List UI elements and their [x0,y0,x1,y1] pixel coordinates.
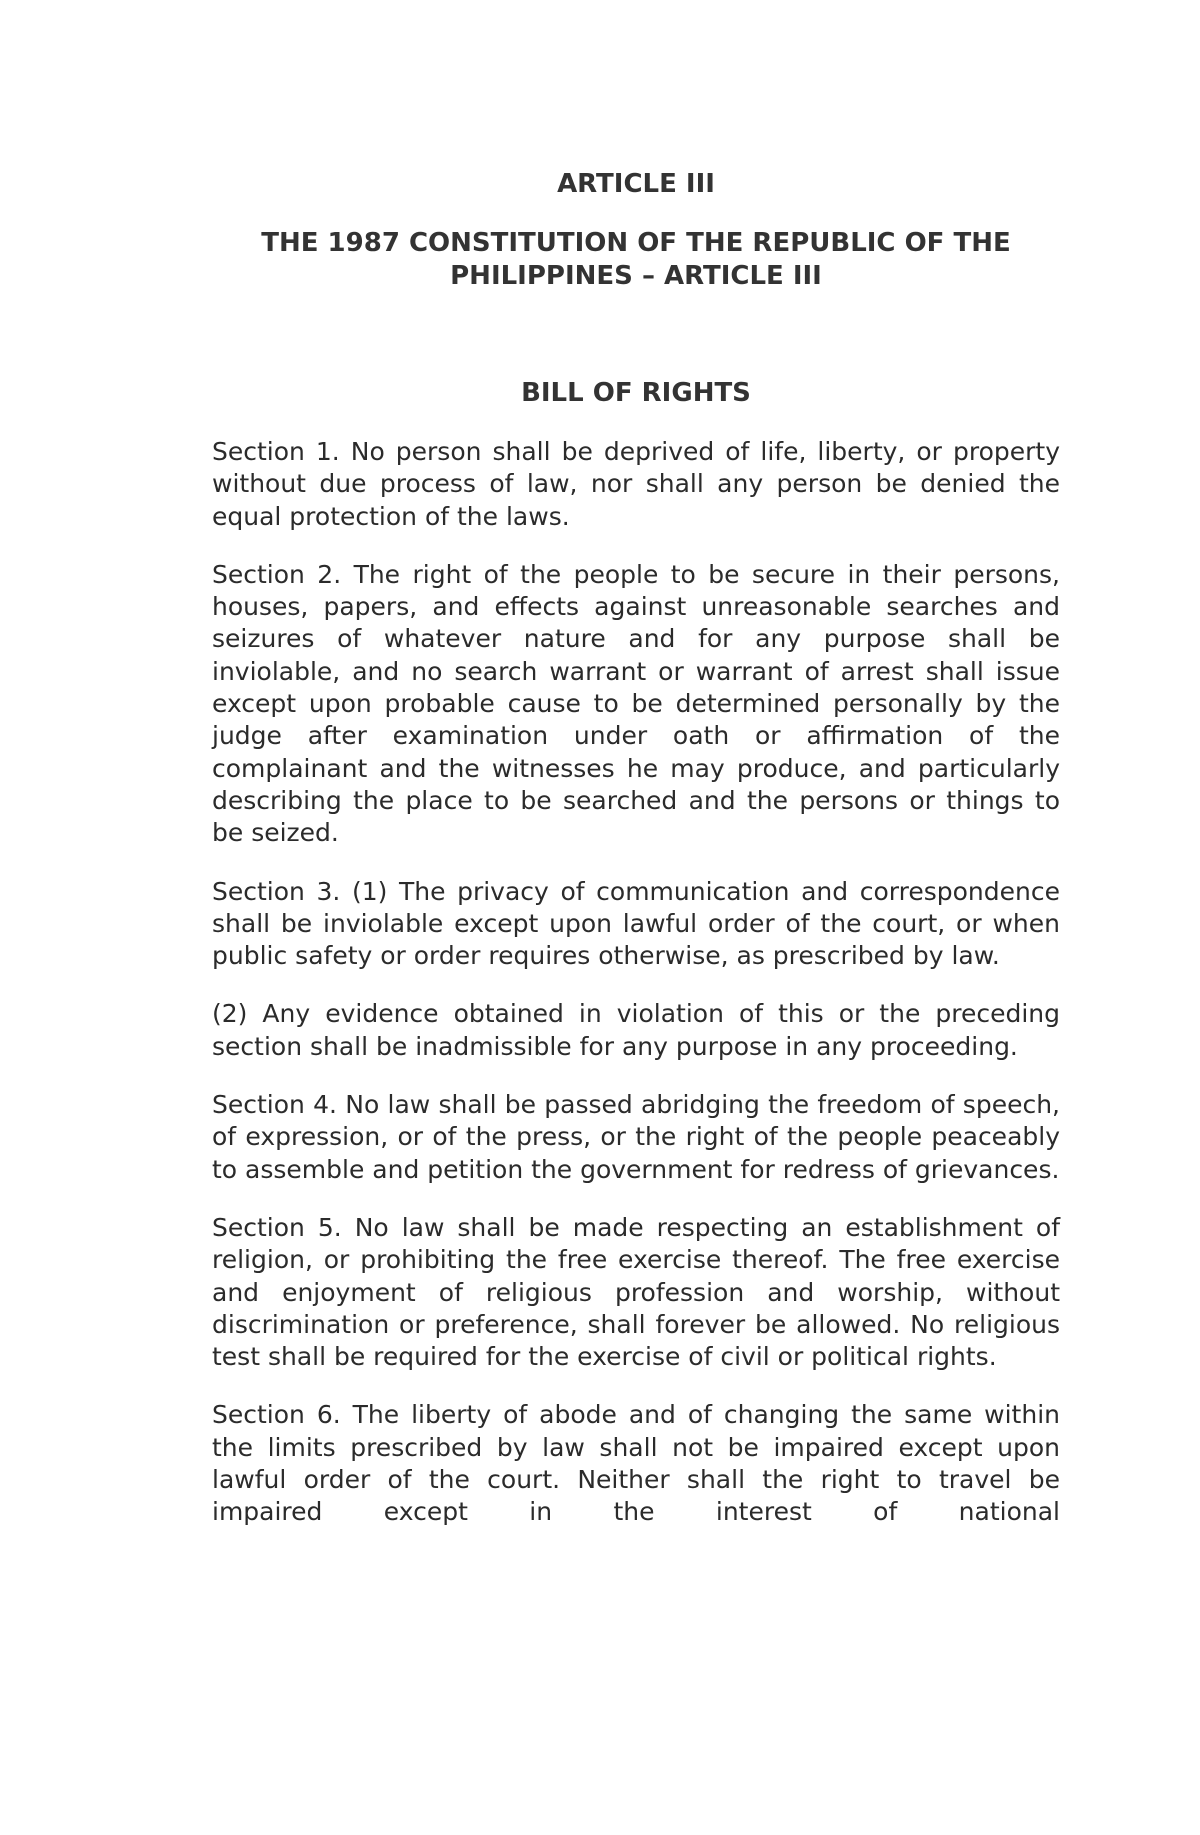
constitution-title: THE 1987 CONSTITUTION OF THE REPUBLIC OF THE PHILIPPINES – ARTICLE III [261,228,1011,291]
section-1-paragraph: Section 1. No person shall be deprived of life, liberty, or property without due process of law, nor shall any person be denied the equal protection of the laws. [212,437,1060,531]
document-page [212,168,1060,1529]
section-6-paragraph: Section 6. The liberty of abode and of changing the same within the limits prescribed by law shall not be impaired except upon lawful order of the court. Neither shall the right to travel be impaired except in the interest of national [212,1400,1060,1527]
section-4-paragraph: Section 4. No law shall be passed abridging the freedom of speech, of expression, or of the press, or the right of the people peaceably to assemble and petition the government for redress of grievances. [212,1090,1060,1184]
section-5-paragraph: Section 5. No law shall be made respecting an establishment of religion, or prohibiting the free exercise thereof. The free exercise and enjoyment of religious profession and worship, without discrimination or preference, shall forever be allowed. No religious test shall be required for the exercise of civil or political rights. [212,1212,1060,1372]
section-3-2-paragraph: (2) Any evidence obtained in violation of this or the preceding section shall be inadmissible for any purpose in any proceeding. [212,999,1060,1061]
section-2-paragraph: Section 2. The right of the people to be secure in their persons, houses, papers, and effects against unreasonable searches and seizures of whatever nature and for any purpose shall be inviolable, and no search warrant or warrant of arrest shall issue except upon probable cause to be determined personally by the judge after examination under oath or affirmation of the complainant and the witnesses he may produce, and particularly describing the place to be searched and the persons or things to be seized. [212,559,1060,848]
bill-of-rights-title: BILL OF RIGHTS [521,378,751,408]
article-title: ARTICLE III [557,169,715,199]
section-3-1-paragraph: Section 3. (1) The privacy of communication and correspondence shall be inviolable except upon lawful order of the court, or when public safety or order requires otherwise, as prescribed by law. [212,876,1060,971]
